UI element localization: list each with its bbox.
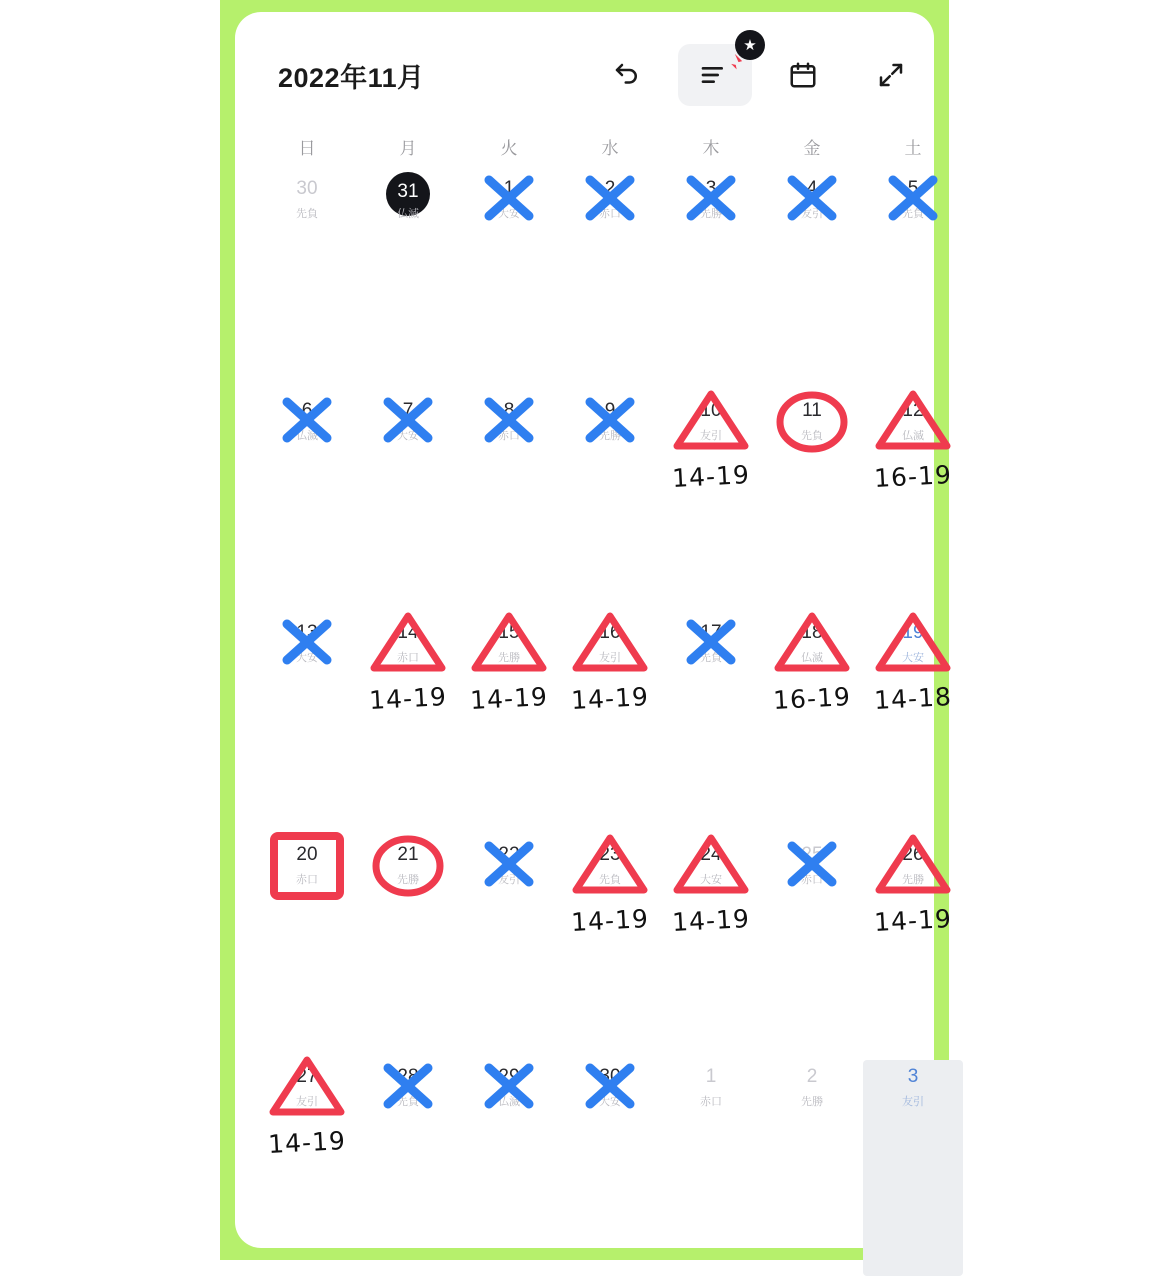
day-number: 1 bbox=[705, 1066, 717, 1087]
rokuyou-label: 先勝 bbox=[397, 874, 419, 886]
day-number: 29 bbox=[498, 1066, 520, 1087]
rokuyou-label: 大安 bbox=[599, 1096, 621, 1108]
weekday-label: 日 bbox=[298, 139, 316, 158]
day-number: 20 bbox=[296, 844, 318, 865]
day-number: 30 bbox=[599, 1066, 621, 1087]
rokuyou-label: 友引 bbox=[599, 652, 621, 664]
time-note: 14-19 bbox=[671, 459, 751, 494]
time-note: 14-19 bbox=[469, 681, 549, 716]
day-number: 12 bbox=[902, 400, 924, 421]
weekday-header bbox=[235, 134, 934, 168]
day-number: 22 bbox=[498, 844, 520, 865]
undo-icon bbox=[612, 60, 642, 90]
calendar-day-cell[interactable] bbox=[863, 394, 963, 610]
calendar-view-button[interactable] bbox=[766, 44, 840, 106]
status-badge: ★ bbox=[735, 30, 765, 60]
day-number: 10 bbox=[700, 400, 722, 421]
rokuyou-label: 先勝 bbox=[801, 1096, 823, 1108]
calendar-day-cell[interactable] bbox=[863, 1060, 963, 1276]
calendar-day-cell[interactable] bbox=[560, 838, 660, 1054]
calendar-day-cell[interactable] bbox=[257, 172, 357, 388]
rokuyou-label: 赤口 bbox=[700, 1096, 722, 1108]
rokuyou-label: 大安 bbox=[498, 208, 520, 220]
weekday-label: 金 bbox=[803, 139, 821, 158]
calendar-day-cell[interactable] bbox=[459, 616, 559, 832]
calendar-day-cell[interactable] bbox=[257, 616, 357, 832]
day-number: 5 bbox=[907, 178, 919, 199]
rokuyou-label: 大安 bbox=[397, 430, 419, 442]
day-number: 16 bbox=[599, 622, 621, 643]
calendar-day-cell[interactable] bbox=[762, 838, 862, 1054]
rokuyou-label: 先負 bbox=[801, 430, 823, 442]
rokuyou-label: 赤口 bbox=[397, 652, 419, 664]
day-number: 27 bbox=[296, 1066, 318, 1087]
rokuyou-label: 仏滅 bbox=[397, 208, 419, 220]
calendar-icon bbox=[788, 60, 818, 90]
time-note: 14-19 bbox=[671, 903, 751, 938]
undo-button[interactable] bbox=[590, 44, 664, 106]
calendar-day-cell[interactable] bbox=[560, 1060, 660, 1276]
day-number: 21 bbox=[397, 844, 419, 865]
rokuyou-label: 先負 bbox=[599, 874, 621, 886]
day-number: 14 bbox=[397, 622, 419, 643]
weekday-label: 水 bbox=[601, 139, 619, 158]
calendar-day-cell[interactable] bbox=[863, 838, 963, 1054]
day-number: 11 bbox=[802, 400, 822, 421]
calendar-day-cell[interactable] bbox=[762, 172, 862, 388]
day-number: 4 bbox=[806, 178, 818, 199]
time-note: 16-19 bbox=[873, 459, 953, 494]
rokuyou-label: 友引 bbox=[296, 1096, 318, 1108]
calendar-day-cell[interactable] bbox=[358, 616, 458, 832]
rokuyou-label: 先勝 bbox=[902, 874, 924, 886]
day-number: 9 bbox=[604, 400, 616, 421]
expand-button[interactable] bbox=[854, 44, 928, 106]
time-note: 16-19 bbox=[772, 681, 852, 716]
calendar-day-cell[interactable] bbox=[762, 394, 862, 610]
day-number: 6 bbox=[301, 400, 313, 421]
rokuyou-label: 先負 bbox=[700, 652, 722, 664]
calendar-day-cell[interactable] bbox=[358, 838, 458, 1054]
calendar-day-cell[interactable] bbox=[459, 172, 559, 388]
rokuyou-label: 先負 bbox=[296, 208, 318, 220]
rokuyou-label: 先勝 bbox=[700, 208, 722, 220]
calendar-day-cell[interactable] bbox=[863, 616, 963, 832]
time-note: 14-19 bbox=[368, 681, 448, 716]
time-note: 14-18 bbox=[873, 681, 953, 716]
time-note: 14-19 bbox=[873, 903, 953, 938]
calendar-day-cell[interactable] bbox=[661, 394, 761, 610]
calendar-day-cell[interactable] bbox=[560, 616, 660, 832]
day-number: 3 bbox=[907, 1066, 919, 1087]
rokuyou-label: 仏滅 bbox=[498, 1096, 520, 1108]
calendar-day-cell[interactable] bbox=[257, 394, 357, 610]
rokuyou-label: 友引 bbox=[801, 208, 823, 220]
rokuyou-label: 赤口 bbox=[498, 430, 520, 442]
day-number: 2 bbox=[806, 1066, 818, 1087]
rokuyou-label: 友引 bbox=[700, 430, 722, 442]
rokuyou-label: 大安 bbox=[296, 652, 318, 664]
app-header bbox=[235, 12, 934, 112]
day-number: 23 bbox=[599, 844, 621, 865]
weekday-label: 土 bbox=[904, 139, 922, 158]
calendar-day-cell[interactable] bbox=[762, 1060, 862, 1276]
calendar-day-cell[interactable] bbox=[358, 172, 458, 388]
rokuyou-label: 先負 bbox=[397, 1096, 419, 1108]
calendar-day-cell[interactable] bbox=[661, 616, 761, 832]
day-number: 26 bbox=[902, 844, 924, 865]
rokuyou-label: 大安 bbox=[700, 874, 722, 886]
day-number: 31 bbox=[397, 181, 419, 202]
day-number: 15 bbox=[498, 622, 520, 643]
rokuyou-label: 赤口 bbox=[296, 874, 318, 886]
calendar-day-cell[interactable] bbox=[257, 1060, 357, 1276]
day-number: 25 bbox=[801, 844, 823, 865]
day-number: 17 bbox=[700, 622, 722, 643]
calendar-day-cell[interactable] bbox=[863, 172, 963, 388]
expand-icon bbox=[876, 60, 906, 90]
rokuyou-label: 先負 bbox=[902, 208, 924, 220]
weekday-label: 火 bbox=[500, 139, 518, 158]
rokuyou-label: 先勝 bbox=[498, 652, 520, 664]
time-note: 14-19 bbox=[267, 1125, 347, 1160]
calendar-day-cell[interactable] bbox=[257, 838, 357, 1054]
rokuyou-label: 大安 bbox=[902, 652, 924, 664]
day-number: 3 bbox=[705, 178, 717, 199]
rokuyou-label: 仏滅 bbox=[902, 430, 924, 442]
page-title: 2022年11月 bbox=[278, 63, 425, 93]
day-number: 19 bbox=[902, 622, 924, 643]
weekday-label: 月 bbox=[399, 139, 417, 158]
day-number: 18 bbox=[801, 622, 823, 643]
time-note: 14-19 bbox=[570, 681, 650, 716]
calendar-day-cell[interactable] bbox=[459, 1060, 559, 1276]
calendar-day-cell[interactable] bbox=[358, 1060, 458, 1276]
time-note: 14-19 bbox=[570, 903, 650, 938]
rokuyou-label: 友引 bbox=[498, 874, 520, 886]
rokuyou-label: 先勝 bbox=[599, 430, 621, 442]
rokuyou-label: 赤口 bbox=[801, 874, 823, 886]
day-number: 1 bbox=[503, 178, 515, 199]
calendar-day-cell[interactable] bbox=[560, 394, 660, 610]
calendar-day-cell[interactable] bbox=[762, 616, 862, 832]
rokuyou-label: 仏滅 bbox=[296, 430, 318, 442]
calendar-day-cell[interactable] bbox=[358, 394, 458, 610]
calendar-day-cell[interactable] bbox=[459, 838, 559, 1054]
day-number: 8 bbox=[503, 400, 515, 421]
calendar-day-cell[interactable] bbox=[560, 172, 660, 388]
rokuyou-label: 仏滅 bbox=[801, 652, 823, 664]
calendar-day-cell[interactable] bbox=[459, 394, 559, 610]
weekday-label: 木 bbox=[702, 139, 720, 158]
day-number: 28 bbox=[397, 1066, 419, 1087]
day-number: 13 bbox=[296, 622, 318, 643]
rokuyou-label: 赤口 bbox=[599, 208, 621, 220]
day-number: 7 bbox=[402, 400, 414, 421]
calendar-day-cell[interactable] bbox=[661, 838, 761, 1054]
day-number: 24 bbox=[700, 844, 722, 865]
day-number: 30 bbox=[296, 178, 318, 199]
calendar-card bbox=[235, 12, 953, 1248]
day-number: 2 bbox=[604, 178, 616, 199]
calendar-day-cell[interactable] bbox=[661, 172, 761, 388]
calendar-day-cell[interactable] bbox=[661, 1060, 761, 1276]
rokuyou-label: 友引 bbox=[902, 1096, 924, 1108]
